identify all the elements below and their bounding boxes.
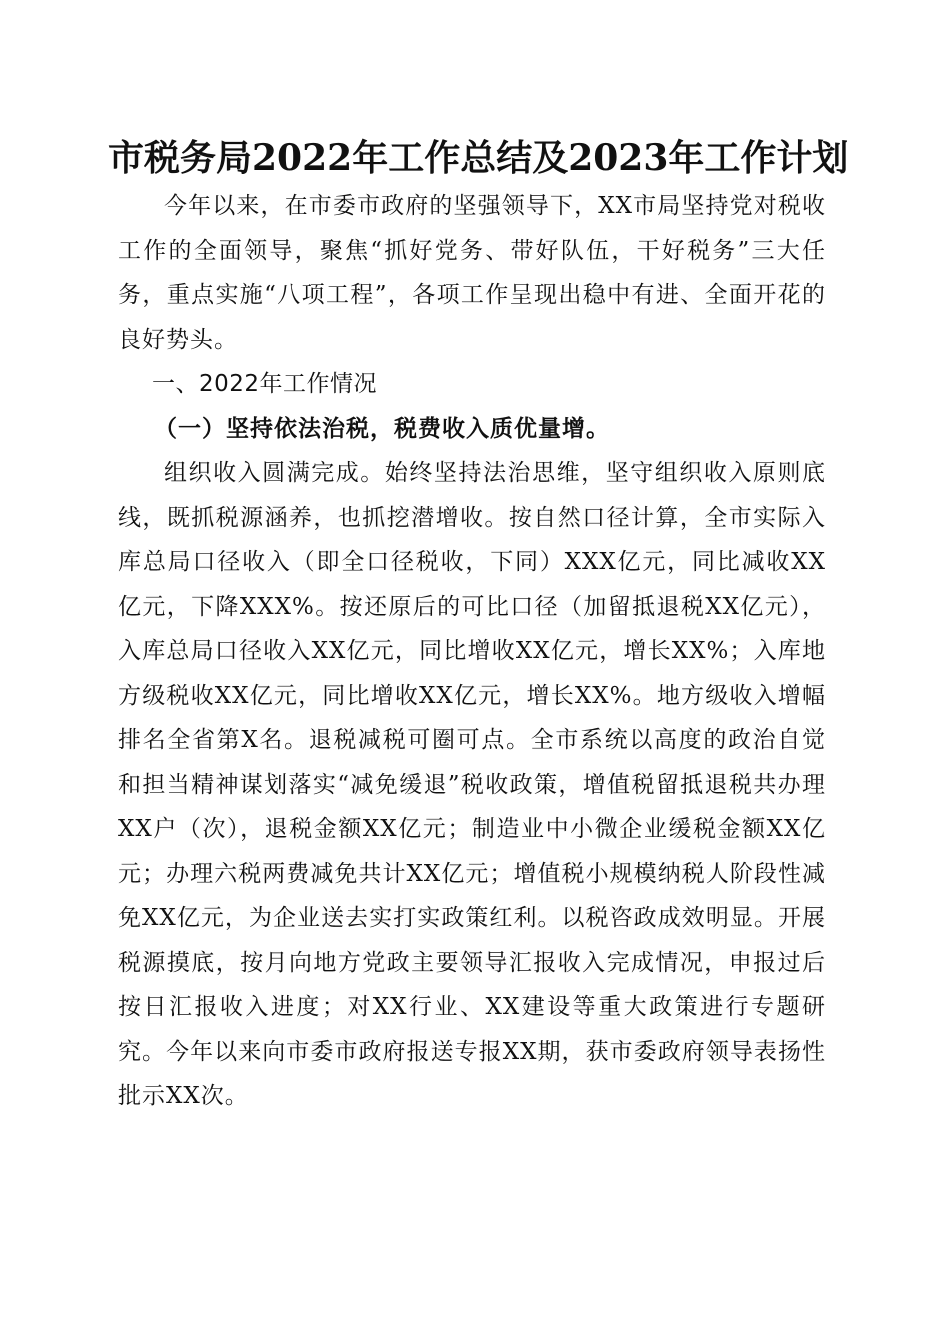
- document-page: [108, 132, 849, 1119]
- intro-paragraph: 今年以来，在市委市政府的坚强领导下，XX市局坚持党对税收工作的全面领导，聚焦“抓好党务、带好队伍，干好税务”三大任务，重点实施“八项工程”，各项工作呈现出稳中有进、全面开花的良好势头。: [118, 193, 826, 353]
- subsection-heading: （一）坚持依法治税，税费收入质优量增。: [154, 414, 610, 442]
- section-heading: 一、2022年工作情况: [152, 371, 378, 397]
- body-paragraph: 组织收入圆满完成。始终坚持法治思维，坚守组织收入原则底线，既抓税源涵养，也抓挖潜增收。按自然口径计算，全市实际入库总局口径收入（即全口径税收，下同）XXX亿元，同比减收XX亿元，下降XXX%。按还原后的可比口径（加留抵退税XX亿元），入库总局口径收入XX亿元，同比增收XX亿元，增长XX%；入库地方级税收XX亿元，同比增收XX亿元，增长XX%。地方级收入增幅排名全省第X名。退税减税可圈可点。全市系统以高度的政治自觉和担当精神谋划落实“减免缓退”税收政策，增值税留抵退税共办理XX户（次），退税金额XX亿元；制造业中小微企业缓税金额XX亿元；办理六税两费减免共计XX亿元；增值税小规模纳税人阶段性减免XX亿元，为企业送去实打实政策红利。以税咨政成效明显。开展税源摸底，按月向地方党政主要领导汇报收入完成情况，申报过后按日汇报收入进度；对XX行业、XX建设等重大政策进行专题研究。今年以来向市委市政府报送专报XX期，获市委政府领导表扬性批示XX次。: [118, 460, 826, 1109]
- document-title: 市税务局2022年工作总结及2023年工作计划: [108, 137, 849, 179]
